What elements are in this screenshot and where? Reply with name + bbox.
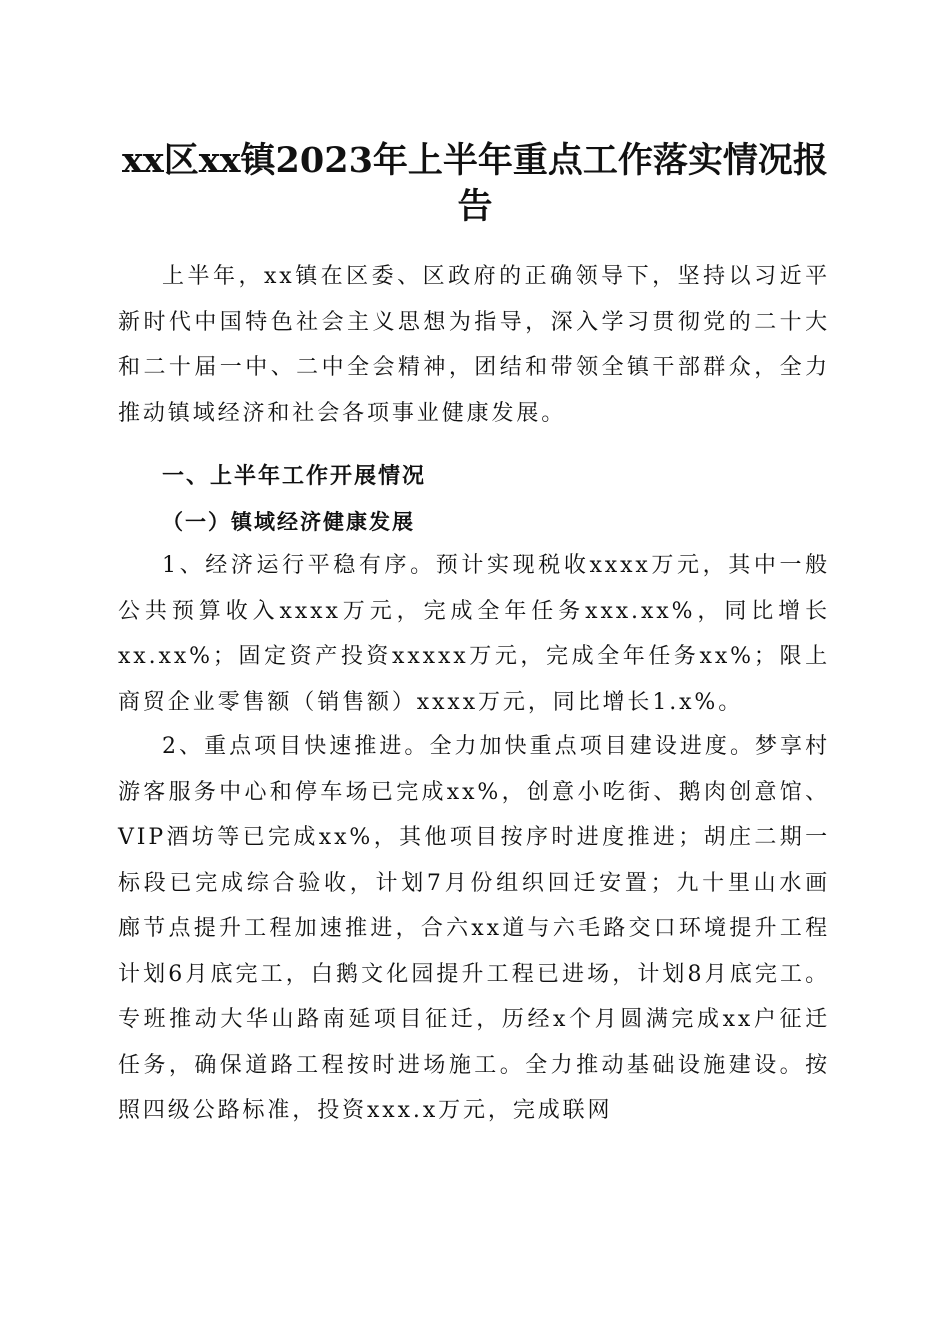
paragraph-economy: 1、经济运行平稳有序。预计实现税收xxxx万元，其中一般公共预算收入xxxx万元，完成全年任务xxx.xx%，同比增长xx.xx%；固定资产投资xxxxx万元，完成全年任务xx%；限上商贸企业零售额（销售额）xxxx万元，同比增长1.x%。 (118, 553, 830, 715)
document-title: xx区xx镇2023年上半年重点工作落实情况报告 (122, 140, 828, 227)
subsection-heading-1: （一）镇域经济健康发展 (162, 509, 415, 534)
paragraph-key-projects: 2、重点项目快速推进。全力加快重点项目建设进度。梦享村游客服务中心和停车场已完成xx%，创意小吃街、鹅肉创意馆、VIP酒坊等已完成xx%，其他项目按序时进度推进；胡庄二期一标段已完成综合验收，计划7月份组织回迁安置；九十里山水画廊节点提升工程加速推进，合六xx道与六毛路交口环境提升工程计划6月底完工，白鹅文化园提升工程已进场，计划8月底完工。专班推动大华山路南延项目征迁，历经x个月圆满完成xx户征迁任务，确保道路工程按时进场施工。全力推动基础设施建设。按照四级公路标准，投资xxx.x万元，完成联网 (118, 734, 830, 1123)
intro-paragraph: 上半年，xx镇在区委、区政府的正确领导下，坚持以习近平新时代中国特色社会主义思想为指导，深入学习贯彻党的二十大和二十届一中、二中全会精神，团结和带领全镇干部群众，全力推动镇域经济和社会各项事业健康发展。 (118, 264, 830, 426)
section-heading-1: 一、上半年工作开展情况 (162, 464, 427, 489)
